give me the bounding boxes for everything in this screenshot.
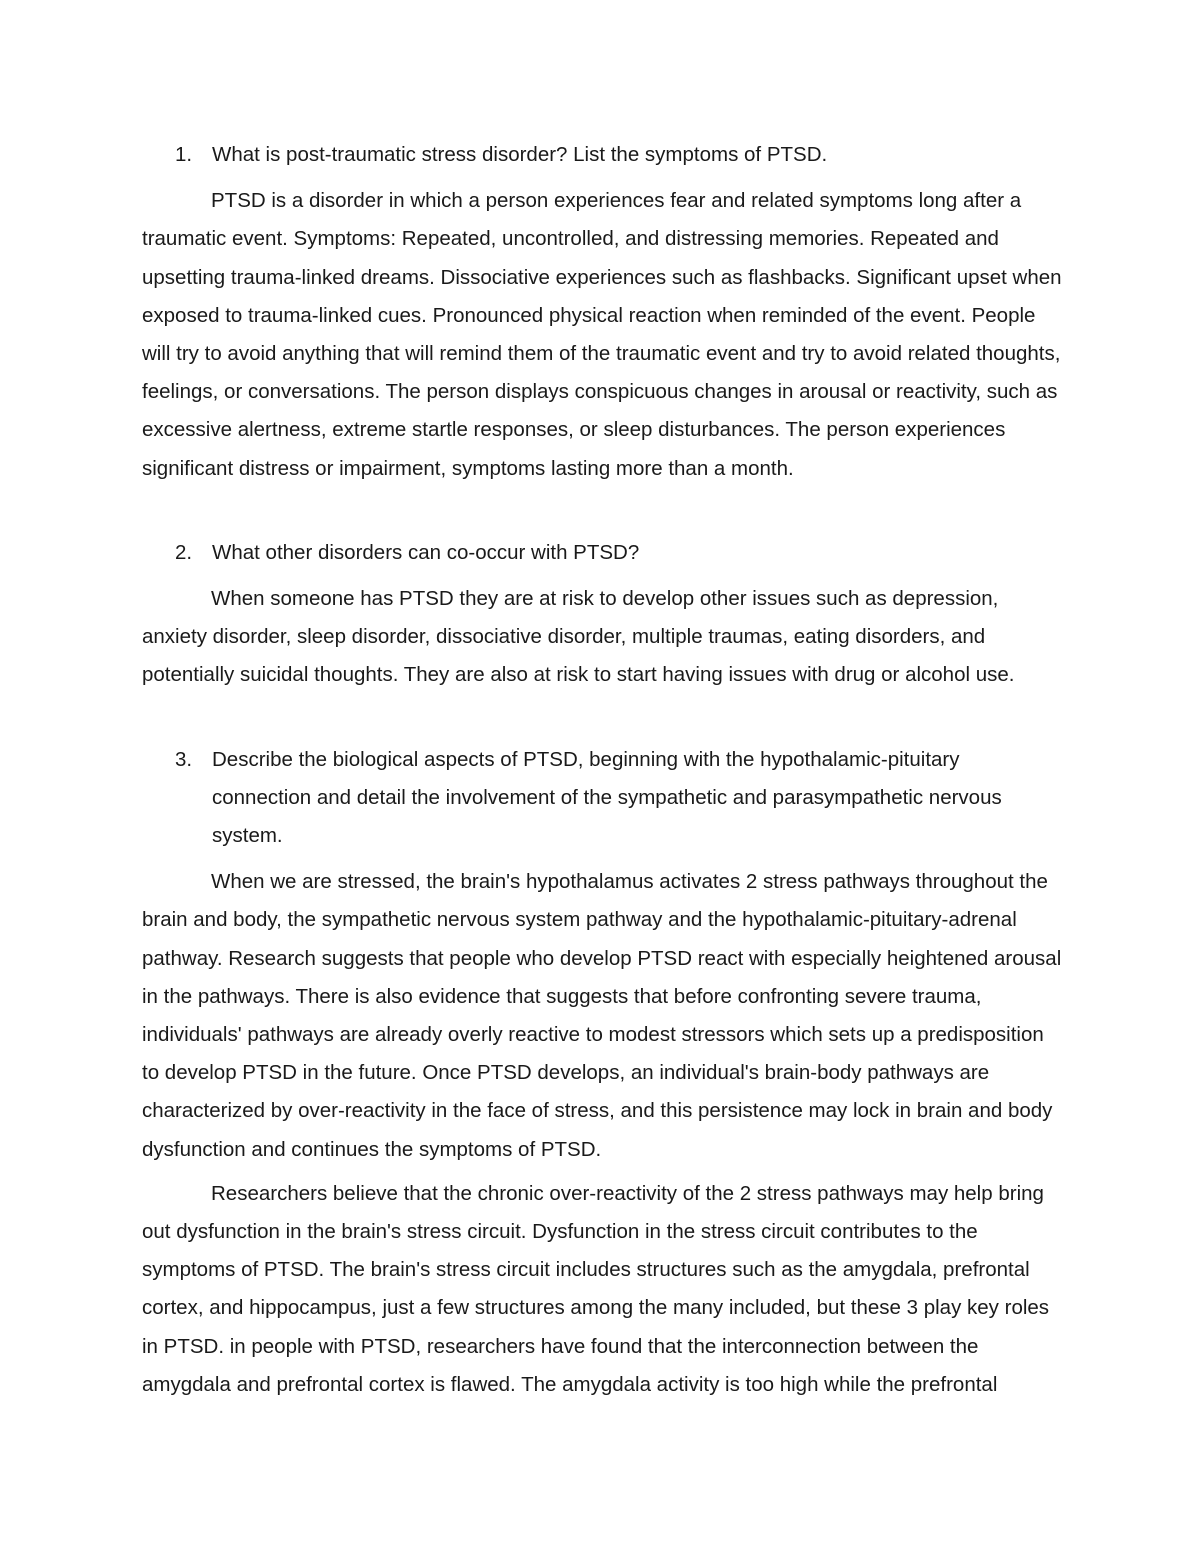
question-text: What is post-traumatic stress disorder? List the symptoms of PTSD. <box>212 143 828 166</box>
question-number: 1. <box>175 143 193 166</box>
question-text: Describe the biological aspects of PTSD, beginning with the hypothalamic-pituitary connection and detail the involvement of the sympathetic and parasympathetic nervous system. <box>212 747 1002 848</box>
question-3 <box>142 741 1062 856</box>
question-text: What other disorders can co-occur with PTSD? <box>212 540 640 564</box>
question-number: 2. <box>175 540 193 564</box>
document-page <box>142 136 1062 1410</box>
question-2 <box>142 534 1062 572</box>
question-1 <box>142 136 1062 174</box>
section-gap <box>142 701 1062 741</box>
answer-3-paragraph-2: Researchers believe that the chronic over-reactivity of the 2 stress pathways may help bring out dysfunction in the brain's stress circuit. Dysfunction in the stress circuit contributes to the symptoms of PTSD. The brain's stress circuit includes structures such as the amygdala, prefrontal cortex, and hippocampus, just a few structures among the many included, but these 3 play key roles in PTSD. in people with PTSD, researchers have found that the interconnection between the amygdala and prefrontal cortex is flawed. The amygdala activity is too high while the prefrontal <box>142 1181 1050 1396</box>
question-number: 3. <box>175 747 193 771</box>
section-gap <box>142 494 1062 534</box>
answer-1-paragraph-1: PTSD is a disorder in which a person experiences fear and related symptoms long after a traumatic event. Symptoms: Repeated, uncontrolled, and distressing memories. Repeated and upsetting trauma-linked dreams. Dissociative experiences such as flashbacks. Significant upset when exposed to trauma-linked cues. Pronounced physical reaction when reminded of the event. People will try to avoid anything that will remind them of the traumatic event and try to avoid related thoughts, feelings, or conversations. The person displays conspicuous changes in arousal or reactivity, such as excessive alertness, extreme startle responses, or sleep disturbances. The person experiences significant distress or impairment, symptoms lasting more than a month. <box>142 189 1062 480</box>
answer-3-paragraph-1: When we are stressed, the brain's hypothalamus activates 2 stress pathways throughout the brain and body, the sympathetic nervous system pathway and the hypothalamic-pituitary-adrenal pathway. Research suggests that people who develop PTSD react with especially heightened arousal in the pathways. There is also evidence that suggests that before confronting severe trauma, individuals' pathways are already overly reactive to modest stressors which sets up a predisposition to develop PTSD in the future. Once PTSD develops, an individual's brain-body pathways are characterized by over-reactivity in the face of stress, and this persistence may lock in brain and body dysfunction and continues the symptoms of PTSD. <box>142 870 1062 1161</box>
answer-2-paragraph-1: When someone has PTSD they are at risk to develop other issues such as depression, anxiety disorder, sleep disorder, dissociative disorder, multiple traumas, eating disorders, and potentially suicidal thoughts. They are also at risk to start having issues with drug or alcohol use. <box>142 587 1015 687</box>
